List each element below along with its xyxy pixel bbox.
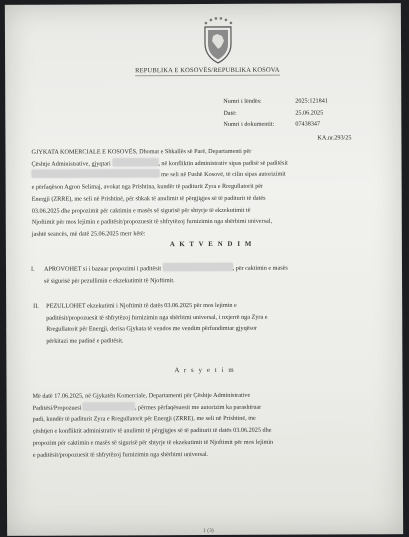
redaction-box (32, 170, 160, 179)
meta-value: 2025:121841 (295, 97, 328, 105)
text-fragment: Paditësi/Propozuesi (32, 404, 82, 412)
text-line: jashtë seancës, më datë 25.06.2025 merr këtë: (31, 230, 146, 238)
text-line: paditësit/propozuesit të shfrytëzoj furnizimin nga shërbimi universal, i nxjerrë nga Zyra e (46, 313, 268, 322)
kosovo-coat-of-arms-icon (198, 16, 238, 66)
text-line: e paditësit/propozuesit të shfrytëzoj furnizimin nga shërbimi universal. (32, 450, 209, 459)
meta-label: Datë: (223, 109, 237, 117)
meta-label: Numri i dokumentit: (223, 120, 275, 128)
section-title-arsyetim: A r s y e t i m (174, 366, 236, 375)
text-line: e përfaqëson Agron Selimaj, avokat nga Prishtina, kundër të paditurit Zyra e Rregullatorit për (31, 182, 264, 191)
text-line: çështjen e konfliktit administrativ të anulimit të përgjigjes së të paditurit të datës 03.06.2025 dhe (32, 426, 272, 435)
text-line: PEZULLOHET ekzekutimi i Njoftimit të datës 03.06.2025 për mos lejimin e (46, 301, 237, 310)
redaction-box (112, 158, 158, 166)
text-line: Më datë 17.06.2025, në Gjykatën Komerciale, Departamenti për Çështje Administrative (32, 391, 251, 400)
text-fragment: Çështje Administrative, gjyqtari (31, 160, 111, 168)
text-fragment: , për caktimin e masës (232, 264, 288, 272)
text-line: padi, kundër të paditurit Zyra e Rregullatorit për Energji (ZRRE), me seli në Prishtinë, me (32, 415, 256, 424)
meta-row-case-number (223, 95, 328, 107)
item-number: II. (33, 302, 39, 310)
section-title-aktvendim: A K T V E N D I M (169, 240, 253, 249)
text-fragment: me seli në Fushë Kosovë, të cilin sipas autorizimit (161, 171, 286, 179)
text-line: përkitazi me padinë e paditësit. (46, 337, 124, 345)
text-line: Njoftimit për mos lejimin e paditësit/propozuesit të shfrytëzoj furnizimin nga shërbimi universal, (31, 217, 273, 226)
document-page (5, 3, 403, 536)
text-line: Rregullatorit për Energji, derisa Gjykata të vendos me vendim përfundimtar gjyqësor (46, 325, 257, 334)
text-fragment: APROVOHET si i bazuar propozimi i paditësit (43, 265, 162, 273)
redaction-box (163, 263, 233, 271)
text-fragment: , në konfliktin administrativ sipas padisë së paditësit (158, 159, 288, 167)
meta-row-document-number (223, 118, 328, 130)
intro-paragraph (31, 145, 371, 240)
ruling-item-1 (30, 262, 374, 287)
text-line: propozim për caktimin e masës së sigurisë për shtyrje të ekzekutimit të Njoftimit për mos lejimin (32, 438, 274, 447)
meta-label: Numri i lëndës: (223, 97, 262, 105)
text-line: 03.06.2025 dhe propozimit për caktimin e masës së sigurisë për shtyrje të ekzekutimit të (31, 206, 251, 215)
text-line: Energji (ZRRE), me seli në Prishtinë, për shkak të anulimit të përgjigjes së të paditurit të datës (31, 194, 266, 203)
text-line: GJYKATA KOMERCIALE E KOSOVËS, Dhomat e Shkallës së Parë, Departamenti për (31, 147, 252, 156)
case-reference: KA.nr.293/25 (317, 134, 352, 142)
ruling-item-2 (33, 299, 374, 347)
case-metadata (223, 95, 328, 130)
item-number: I. (30, 265, 35, 273)
text-line: së sigurisë për pezullimin e ekzekutimit të Njoftimit. (44, 276, 175, 285)
republic-header: REPUBLIKA E KOSOVËS/REPUBLIKA KOSOVA (135, 66, 280, 75)
page-number: 1 (3) (203, 527, 214, 535)
meta-value: 07438347 (295, 120, 321, 128)
meta-row-date (223, 107, 328, 119)
redaction-box (83, 402, 135, 410)
text-fragment: , përmes përfaqësuesit me autorizim ka parashtruar (134, 403, 262, 412)
meta-value: 25.06.2025 (295, 108, 324, 117)
reasoning-paragraph (33, 389, 373, 461)
